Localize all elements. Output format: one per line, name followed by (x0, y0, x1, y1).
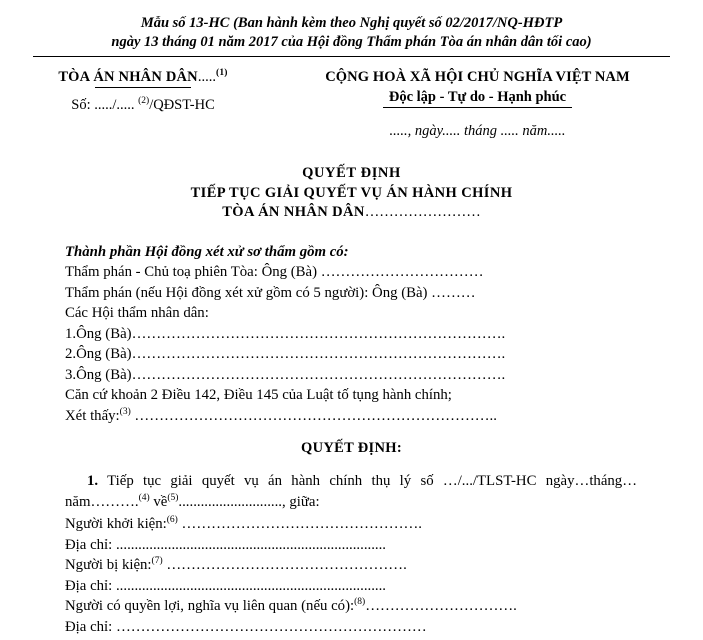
place-date-fill-line: ....., ngày..... tháng ..... năm..... (389, 123, 566, 139)
national-motto: Độc lập - Tự do - Hạnh phúc (388, 89, 567, 105)
decision-item-1-footnote-ref-4: (4) (138, 493, 150, 504)
party-row (65, 555, 633, 576)
decision-item-1-text-end: , giữa: (281, 494, 320, 510)
consideration-dots: ……………………………………………………………….. (130, 407, 497, 424)
decision-item-1-dots-2: ............................ (178, 494, 282, 510)
panel-assessor-3: 3.Ông (Bà)…………………………………………………………………. (65, 366, 506, 383)
party-label: Địa chỉ: (65, 536, 113, 553)
party-footnote-ref: (7) (151, 556, 163, 567)
masthead (0, 57, 703, 140)
consideration-line (65, 406, 633, 427)
decision-item-1-ve: về (149, 494, 168, 510)
document-title-court-dots: …………………… (364, 204, 481, 220)
party-label: Địa chỉ: (65, 577, 113, 594)
document-number-suffix: /QĐST-HC (149, 97, 215, 113)
party-label: Người khởi kiện: (65, 516, 167, 532)
party-dots: ......................................................................... (112, 536, 387, 553)
document-title-line-1: QUYẾT ĐỊNH (302, 165, 401, 181)
document-title-line-3 (0, 203, 703, 223)
panel-judge-second: Thẩm phán (nếu Hội đồng xét xử gồm có 5 người): Ông (Bà) ……… (65, 284, 476, 301)
legal-basis-line: Căn cứ khoản 2 Điều 142, Điều 145 của Luật tố tụng hành chính; (65, 387, 452, 403)
panel-assessors-label: Các Hội thẩm nhân dân: (65, 305, 209, 321)
document-number-label: Số: (71, 97, 91, 113)
document-title-court-label: TÒA ÁN NHÂN DÂN (222, 204, 365, 220)
party-row (65, 514, 633, 535)
panel-assessor-2: 2.Ông (Bà)…………………………………………………………………. (65, 346, 506, 362)
form-number-header (0, 0, 703, 52)
party-row (65, 596, 633, 617)
court-name-dots: ..... (197, 69, 216, 85)
panel-assessor-1: 1.Ông (Bà)…………………………………………………………………. (65, 325, 506, 342)
decision-heading: QUYẾT ĐỊNH: (301, 440, 402, 456)
document-number-line (8, 97, 278, 114)
parties-block (0, 514, 703, 637)
form-number-line-2: ngày 13 tháng 01 năm 2017 của Hội đồng Thẩm phán Tòa án nhân dân tối cao) (111, 34, 592, 50)
court-name-underline (95, 87, 191, 88)
masthead-left-column (0, 69, 278, 114)
form-number-line-1: Mẫu số 13-HC (Ban hành kèm theo Nghị quyết số 02/2017/NQ-HĐTP (140, 15, 563, 31)
court-name-line (8, 69, 278, 86)
national-title: CỘNG HOÀ XÃ HỘI CHỦ NGHĨA VIỆT NAM (325, 69, 630, 85)
national-motto-underline-wrap (383, 88, 572, 108)
consideration-label: Xét thấy: (65, 407, 120, 424)
panel-judge-chair: Thẩm phán - Chủ toạ phiên Tòa: Ông (Bà) …………………………… (65, 264, 484, 280)
decision-item-1 (0, 471, 703, 513)
document-number-footnote-ref: (2) (138, 96, 150, 107)
party-footnote-ref: (8) (354, 597, 366, 608)
decision-item-1-number: 1. (87, 473, 99, 489)
decision-item-1-text: Tiếp tục giải quyết vụ án hành chính thụ lý số …/.../TLST-HC ngày…tháng…năm… (65, 473, 637, 510)
party-row (65, 617, 633, 638)
party-dots: …………………………………………. (177, 516, 422, 532)
party-dots: …………………………………………. (162, 557, 407, 573)
masthead-right-column (278, 69, 703, 140)
decision-item-1-footnote-ref-5: (5) (167, 493, 179, 504)
party-dots: …………………………. (365, 598, 517, 614)
party-label: Địa chỉ: (65, 618, 113, 635)
party-footnote-ref: (6) (166, 515, 178, 526)
party-row (65, 535, 633, 556)
panel-composition-block (0, 242, 703, 427)
panel-heading: Thành phần Hội đồng xét xử sơ thẩm gồm có: (65, 243, 349, 260)
document-number-dots: ...../..... (94, 97, 135, 113)
court-name-footnote-ref: (1) (215, 68, 228, 79)
party-dots: ......................................................................... (112, 577, 387, 594)
party-label: Người bị kiện: (65, 557, 152, 573)
document-title-line-2: TIẾP TỤC GIẢI QUYẾT VỤ ÁN HÀNH CHÍNH (190, 184, 513, 201)
party-row (65, 576, 633, 597)
party-dots: ……………………………………………………… (112, 618, 427, 635)
party-label: Người có quyền lợi, nghĩa vụ liên quan (nếu có): (65, 598, 355, 614)
consideration-footnote-ref: (3) (119, 406, 131, 417)
decision-item-1-dots-1: ……. (105, 494, 139, 510)
document-title (0, 164, 703, 223)
court-name-label: TÒA ÁN NHÂN DÂN (58, 69, 198, 85)
